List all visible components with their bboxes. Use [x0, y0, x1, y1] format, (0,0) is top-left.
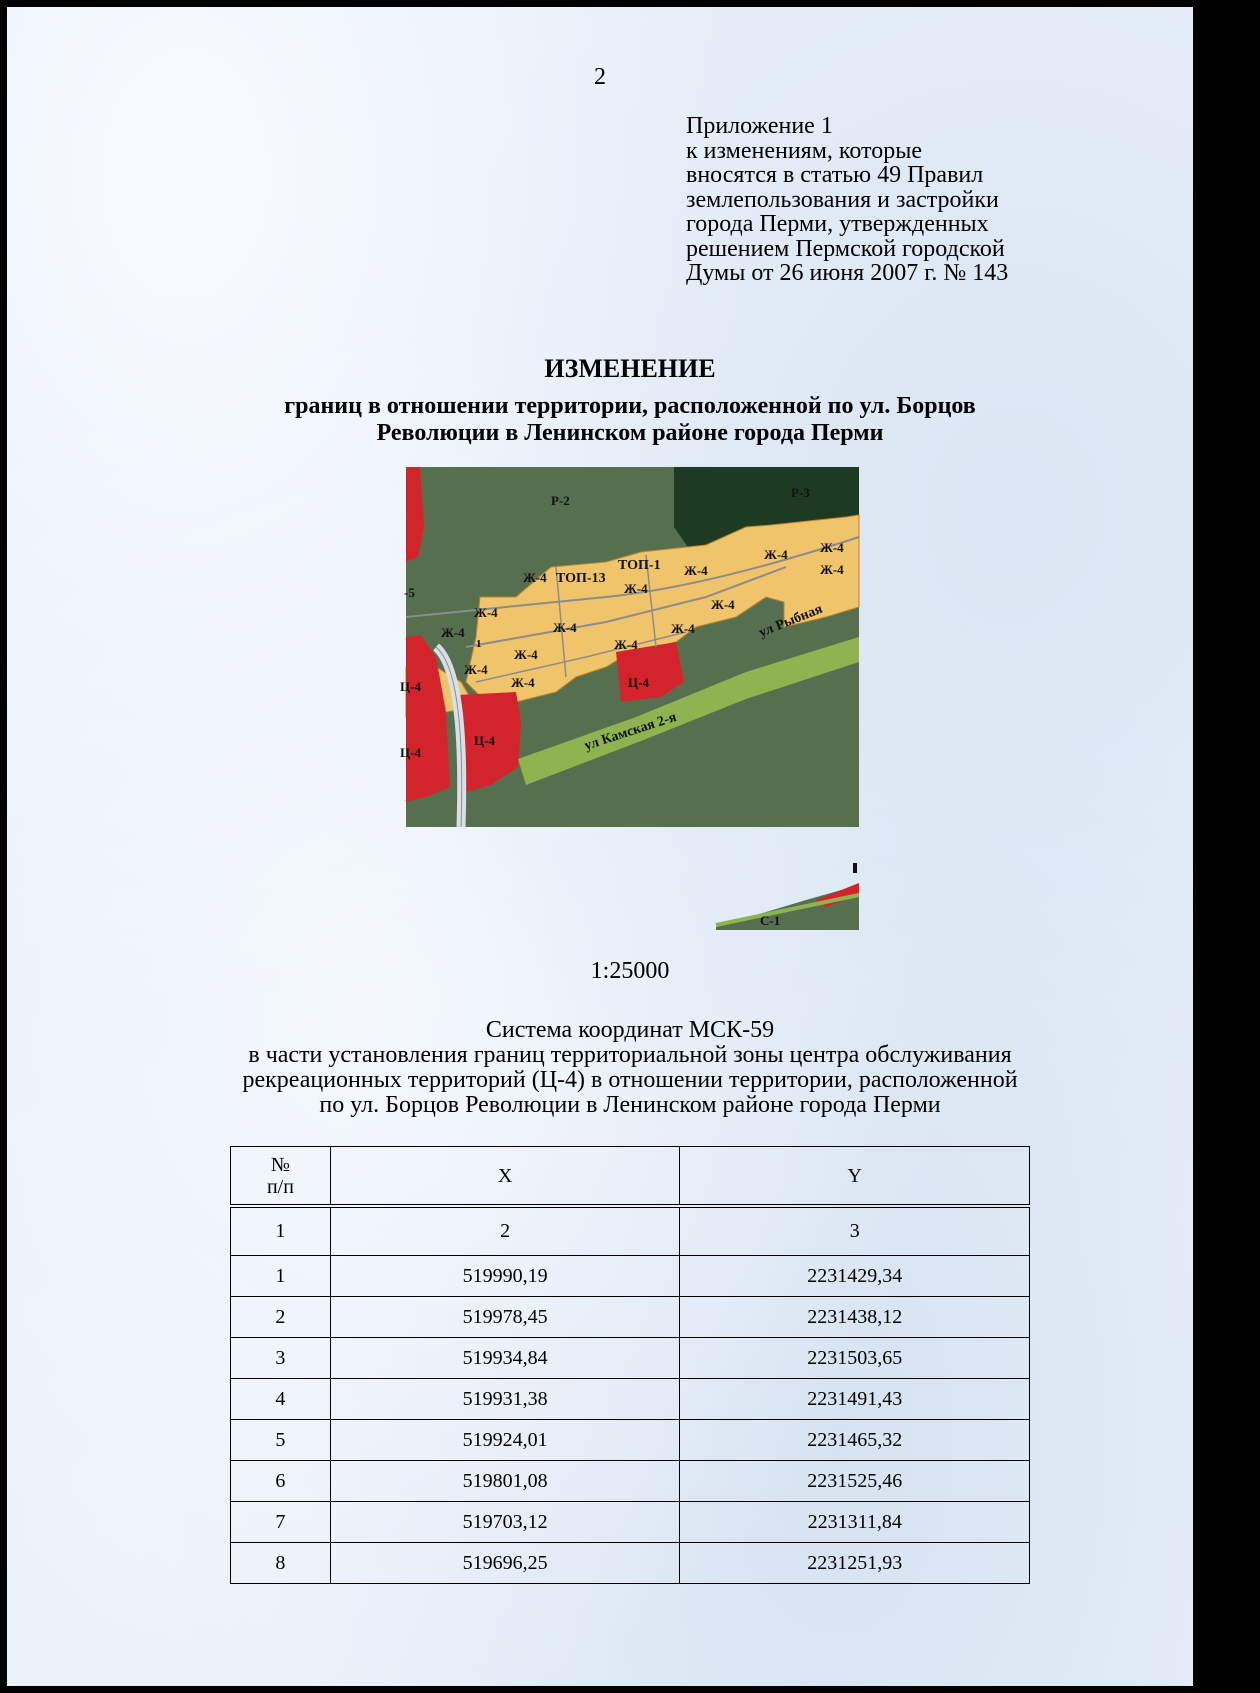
map-label-zh4: Ж-4 — [511, 675, 535, 690]
annex-line: города Перми, утвержденных — [686, 211, 989, 237]
coordinates-table — [230, 1146, 1030, 1584]
coord-line: рекреационных территорий (Ц-4) в отношении территории, расположенной — [242, 1067, 1018, 1093]
table-row — [231, 1297, 1030, 1338]
map-label-street: ул Камская 2-я — [582, 709, 679, 754]
map-label-zh4: Ж-4 — [614, 637, 638, 652]
cell-x: 519703,12 — [330, 1502, 680, 1543]
subtitle-line: Революции в Ленинском районе города Перми — [376, 420, 884, 446]
coord-line: Система координат МСК-59 — [485, 1017, 775, 1043]
table-row — [231, 1379, 1030, 1420]
header-y: Y — [680, 1147, 1030, 1207]
header-number-line: п/п — [266, 1175, 294, 1198]
cell-number: 4 — [231, 1379, 331, 1420]
annex-line: вносятся в статью 49 Правил — [686, 162, 984, 188]
map-label-zh4: Ж-4 — [441, 625, 465, 640]
cell-x: 519990,19 — [330, 1256, 680, 1297]
cell-number: 1 — [231, 1256, 331, 1297]
map-label-street: ул Рыбная — [756, 601, 825, 641]
column-number-row — [231, 1206, 1030, 1256]
map-label-zh4: Ж-4 — [464, 662, 488, 677]
cell-number: 2 — [231, 1297, 331, 1338]
annex-line: землепользования и застройки — [686, 186, 999, 213]
zoning-map-fragment — [716, 855, 859, 930]
table-row — [231, 1461, 1030, 1502]
map-label-zh4: Ж-4 — [671, 621, 695, 636]
map-label-zh4: Ж-4 — [684, 563, 708, 578]
annex-header — [686, 114, 1008, 286]
map-label-r2: Р-2 — [551, 493, 570, 508]
cell-number: 8 — [231, 1543, 331, 1584]
cell-x: 519934,84 — [330, 1338, 680, 1379]
coord-line: в части установления границ территориальной зоны центра обслуживания — [248, 1042, 1012, 1068]
map-label-top1: ТОП-1 — [618, 558, 661, 573]
map-label-marker: 1 — [476, 638, 482, 650]
table-row — [231, 1543, 1030, 1584]
map-label-c4: Ц-4 — [400, 679, 421, 694]
page-number: 2 — [594, 64, 606, 90]
map-label-zh4: Ж-4 — [764, 547, 788, 562]
coordinate-caption — [150, 1018, 1110, 1118]
cell-y: 2231491,43 — [680, 1379, 1030, 1420]
cell-y: 2231429,34 — [680, 1256, 1030, 1297]
annex-line: решением Пермской городской — [686, 235, 1005, 262]
cell-number: 3 — [231, 1338, 331, 1379]
cell-y: 2231311,84 — [680, 1502, 1030, 1543]
document-subtitle — [150, 393, 1110, 447]
map-label-c4: Ц-4 — [474, 733, 495, 748]
cell-y: 2231465,32 — [680, 1420, 1030, 1461]
zoning-map-svg — [400, 467, 859, 827]
subtitle-line: границ в отношении территории, расположенной по ул. Борцов — [284, 393, 976, 419]
zoning-map-fragment-svg — [716, 855, 859, 930]
table-header-row — [231, 1147, 1030, 1207]
cell-x: 519978,45 — [330, 1297, 680, 1338]
cell-y: 2231525,46 — [680, 1461, 1030, 1502]
column-number: 2 — [330, 1206, 680, 1256]
map-label-edge: -5 — [404, 585, 415, 600]
table-row — [231, 1256, 1030, 1297]
table-row — [231, 1338, 1030, 1379]
map-label-zh4: Ж-4 — [523, 570, 547, 585]
map-label-top13: ТОП-13 — [556, 571, 606, 586]
document-title: ИЗМЕНЕНИЕ — [544, 354, 716, 383]
cell-x: 519931,38 — [330, 1379, 680, 1420]
column-number: 3 — [680, 1206, 1030, 1256]
map-label-zh4: Ж-4 — [624, 581, 648, 596]
cell-x: 519696,25 — [330, 1543, 680, 1584]
cell-y: 2231438,12 — [680, 1297, 1030, 1338]
map-label-r3: Р-3 — [791, 485, 810, 500]
zoning-map — [400, 467, 859, 827]
coord-line: по ул. Борцов Революции в Ленинском районе города Перми — [319, 1092, 941, 1118]
annex-line: Приложение 1 — [686, 113, 833, 139]
annex-line: Думы от 26 июня 2007 г. № 143 — [686, 260, 1009, 286]
map-label-c4: Ц-4 — [400, 745, 421, 760]
map-label-c1: С-1 — [760, 913, 781, 928]
map-label-zh4: Ж-4 — [474, 605, 498, 620]
cell-number: 7 — [231, 1502, 331, 1543]
column-number: 1 — [231, 1206, 331, 1256]
header-x: X — [330, 1147, 680, 1207]
cell-number: 6 — [231, 1461, 331, 1502]
cell-number: 5 — [231, 1420, 331, 1461]
cell-y: 2231503,65 — [680, 1338, 1030, 1379]
table-row — [231, 1420, 1030, 1461]
map-label-zh4: Ж-4 — [553, 620, 577, 635]
map-label-c4: Ц-4 — [628, 675, 649, 690]
cell-y: 2231251,93 — [680, 1543, 1030, 1584]
cell-x: 519801,08 — [330, 1461, 680, 1502]
map-label-zh4: Ж-4 — [820, 562, 844, 577]
table-row — [231, 1502, 1030, 1543]
map-label-zh4: Ж-4 — [514, 647, 538, 662]
map-scale: 1:25000 — [590, 958, 670, 984]
map-marker — [853, 863, 857, 873]
map-label-zh4: Ж-4 — [711, 597, 735, 612]
cell-x: 519924,01 — [330, 1420, 680, 1461]
annex-line: к изменениям, которые — [686, 137, 922, 164]
header-number — [231, 1147, 331, 1207]
header-number-line: № — [270, 1153, 290, 1176]
map-label-zh4: Ж-4 — [820, 540, 844, 555]
center-zone-strip — [406, 467, 424, 562]
